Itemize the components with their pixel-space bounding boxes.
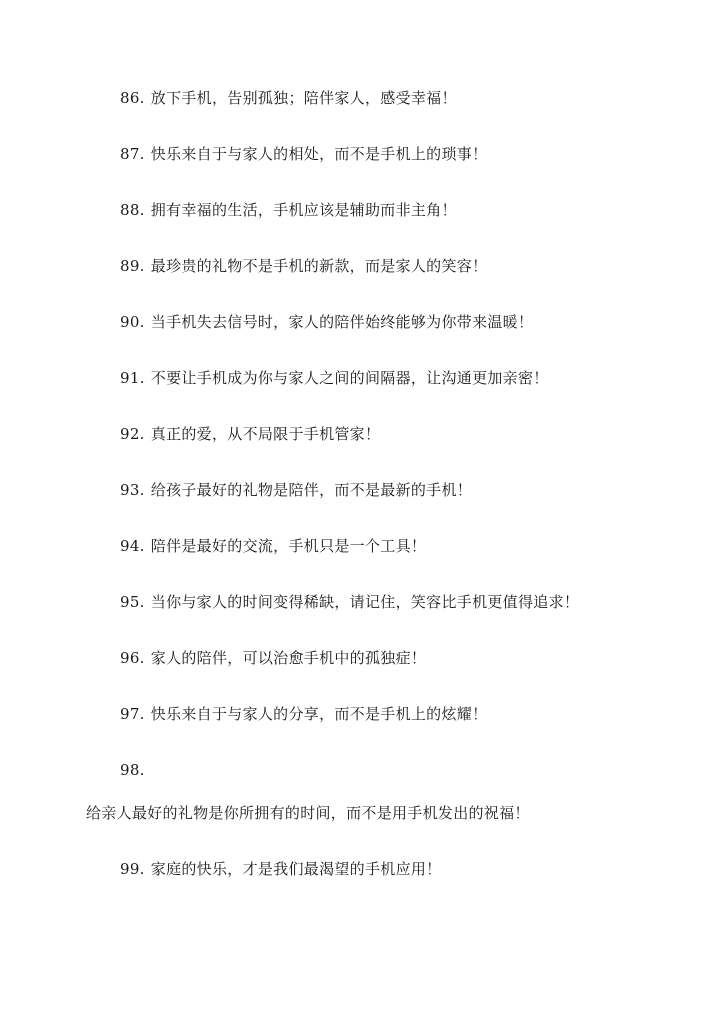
list-item bbox=[120, 88, 457, 108]
item-number: 97. bbox=[120, 705, 145, 723]
item-text: 给亲人最好的礼物是你所拥有的时间，而不是用手机发出的祝福！ bbox=[86, 804, 530, 822]
item-number: 87. bbox=[120, 145, 145, 163]
list-item bbox=[120, 368, 549, 388]
item-number: 94. bbox=[120, 537, 145, 555]
item-number: 88. bbox=[120, 201, 145, 219]
item-text: 陪伴是最好的交流，手机只是一个工具！ bbox=[150, 537, 427, 555]
item-text: 拥有幸福的生活，手机应该是辅助而非主角！ bbox=[150, 201, 457, 219]
item-number: 90. bbox=[120, 313, 145, 331]
list-item bbox=[120, 256, 487, 276]
item-number: 91. bbox=[120, 369, 145, 387]
item-text: 当手机失去信号时，家人的陪伴始终能够为你带来温暖！ bbox=[150, 313, 534, 331]
item-number: 99. bbox=[120, 860, 145, 878]
item-text: 当你与家人的时间变得稀缺，请记住，笑容比手机更值得追求！ bbox=[150, 593, 580, 611]
list-item bbox=[120, 312, 533, 332]
item-text: 放下手机，告别孤独；陪伴家人，感受幸福！ bbox=[150, 89, 457, 107]
item-number: 89. bbox=[120, 257, 145, 275]
list-item bbox=[120, 536, 426, 556]
item-text: 给孩子最好的礼物是陪伴，而不是最新的手机！ bbox=[150, 481, 473, 499]
item-text: 真正的爱，从不局限于手机管家！ bbox=[150, 425, 381, 443]
list-item bbox=[120, 648, 426, 668]
list-item bbox=[120, 200, 457, 220]
item-number: 92. bbox=[120, 425, 145, 443]
list-item bbox=[120, 424, 380, 444]
item-number: 98. bbox=[120, 761, 145, 779]
item-number: 96. bbox=[120, 649, 145, 667]
item-number: 95. bbox=[120, 593, 145, 611]
item-number: 86. bbox=[120, 89, 145, 107]
list-item bbox=[120, 592, 579, 612]
list-item bbox=[120, 859, 441, 879]
item-text: 家人的陪伴，可以治愈手机中的孤独症！ bbox=[150, 649, 427, 667]
list-item-wrapped-text bbox=[86, 803, 530, 823]
item-text: 快乐来自于与家人的分享，而不是手机上的炫耀！ bbox=[150, 705, 488, 723]
item-number: 93. bbox=[120, 481, 145, 499]
list-item-number-only bbox=[120, 760, 151, 780]
list-item bbox=[120, 704, 487, 724]
item-text: 家庭的快乐，才是我们最渴望的手机应用！ bbox=[150, 860, 442, 878]
item-text: 快乐来自于与家人的相处，而不是手机上的琐事！ bbox=[150, 145, 488, 163]
item-text: 不要让手机成为你与家人之间的间隔器，让沟通更加亲密！ bbox=[150, 369, 549, 387]
list-item bbox=[120, 480, 472, 500]
item-text: 最珍贵的礼物不是手机的新款，而是家人的笑容！ bbox=[150, 257, 488, 275]
list-item bbox=[120, 144, 487, 164]
